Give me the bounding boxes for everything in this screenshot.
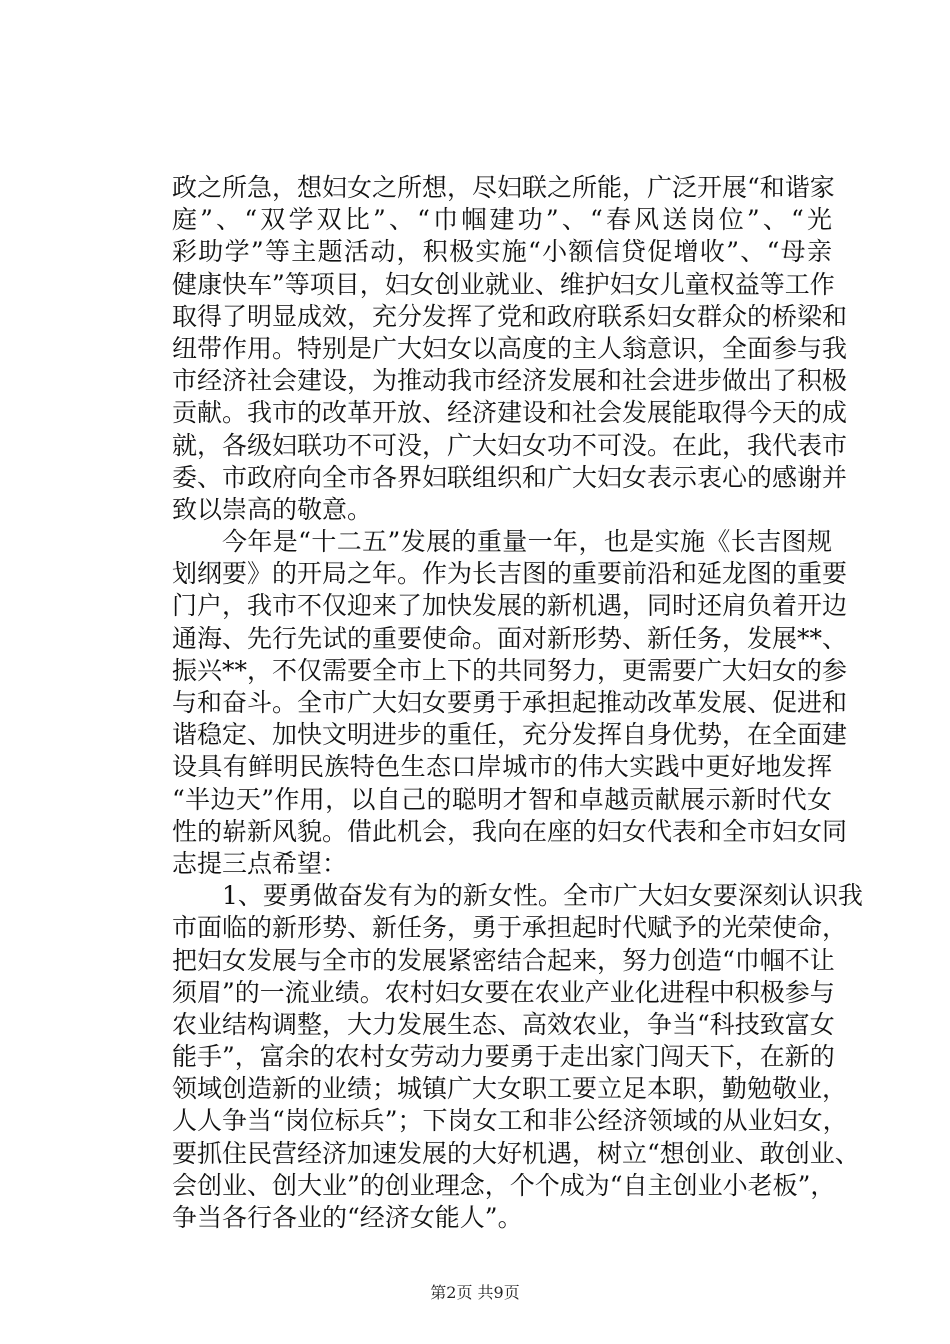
paragraph-2: [172, 526, 848, 880]
text-line: 性的崭新风貌。借此机会，我向在座的妇女代表和全市妇女同: [172, 816, 848, 846]
text-line: 把妇女发展与全市的发展紧密结合起来，努力创造“巾帼不让: [172, 945, 835, 975]
text-line: 领域创造新的业绩；城镇广大女职工要立足本职，勤勉敬业，: [172, 1074, 848, 1104]
text-line: 争当各行各业的“经济女能人”。: [172, 1203, 523, 1232]
text-line: 取得了明显成效，充分发挥了党和政府联系妇女群众的桥梁和: [172, 301, 848, 331]
text-line: 政之所急，想妇女之所想，尽妇联之所能，广泛开展“和谐家: [172, 173, 835, 202]
text-line: 与和奋斗。全市广大妇女要勇于承担起推动改革发展、促进和: [172, 688, 848, 717]
text-line: 贡献。我市的改革开放、经济建设和社会发展能取得今天的成: [172, 398, 848, 428]
text-line: 设具有鲜明民族特色生态口岸城市的伟大实践中更好地发挥: [172, 752, 832, 782]
text-line: 须眉”的一流业绩。农村妇女要在农业产业化进程中积极参与: [172, 977, 835, 1007]
text-line: 能手”，富余的农村女劳动力要勇于走出家门闯天下，在新的: [172, 1042, 835, 1072]
text-line: 委、市政府向全市各界妇联组织和广大妇女表示衷心的感谢并: [172, 462, 848, 492]
text-line: 就，各级妇联功不可没，广大妇女功不可没。在此，我代表市: [172, 430, 848, 460]
text-line: 健康快车”等项目，妇女创业就业、维护妇女儿童权益等工作: [172, 269, 835, 299]
text-line: 要抓住民营经济加速发展的大好机遇，树立“想创业、敢创业、: [172, 1138, 860, 1168]
page-number-footer: 第2页 共9页: [430, 1283, 520, 1302]
text-line: 志提三点希望：: [172, 848, 348, 878]
document-body: [172, 172, 863, 1234]
text-line: 庭”、“双学双比”、“巾帼建功”、“春风送岗位”、“光: [172, 205, 832, 235]
text-line: 人人争当“岗位标兵”；下岗女工和非公经济领域的从业妇女，: [172, 1106, 848, 1136]
text-line: 农业结构调整，大力发展生态、高效农业，争当“科技致富女: [172, 1009, 835, 1039]
text-line: 门户，我市不仅迎来了加快发展的新机遇，同时还肩负着开边: [172, 591, 848, 621]
text-line: 通海、先行先试的重要使命。面对新形势、新任务，发展**、: [172, 623, 848, 653]
text-line: 今年是“十二五”发展的重量一年，也是实施《长吉图规: [222, 527, 832, 557]
text-line: 彩助学”等主题活动，积极实施“小额信贷促增收”、“母亲: [172, 237, 832, 267]
text-line: 市面临的新形势、新任务，勇于承担起时代赋予的光荣使命，: [172, 913, 848, 943]
text-line: 市经济社会建设，为推动我市经济发展和社会进步做出了积极: [172, 366, 848, 396]
text-line: 会创业、创大业”的创业理念，个个成为“自主创业小老板”，: [172, 1170, 836, 1200]
text-line: 1、要勇做奋发有为的新女性。全市广大妇女要深刻认识我: [222, 881, 863, 911]
text-line: 致以崇高的敬意。: [172, 494, 373, 524]
text-line: 划纲要》的开局之年。作为长吉图的重要前沿和延龙图的重要: [172, 559, 848, 589]
paragraph-1: [172, 172, 848, 526]
text-line: 纽带作用。特别是广大妇女以高度的主人翁意识，全面参与我: [172, 333, 848, 363]
text-line: 谐稳定、加快文明进步的重任，充分发挥自身优势，在全面建: [172, 720, 848, 750]
text-line: 振兴**，不仅需要全市上下的共同努力，更需要广大妇女的参: [172, 655, 848, 685]
text-line: “半边天”作用，以自己的聪明才智和卓越贡献展示新时代女: [172, 784, 832, 814]
paragraph-3: [172, 880, 863, 1234]
